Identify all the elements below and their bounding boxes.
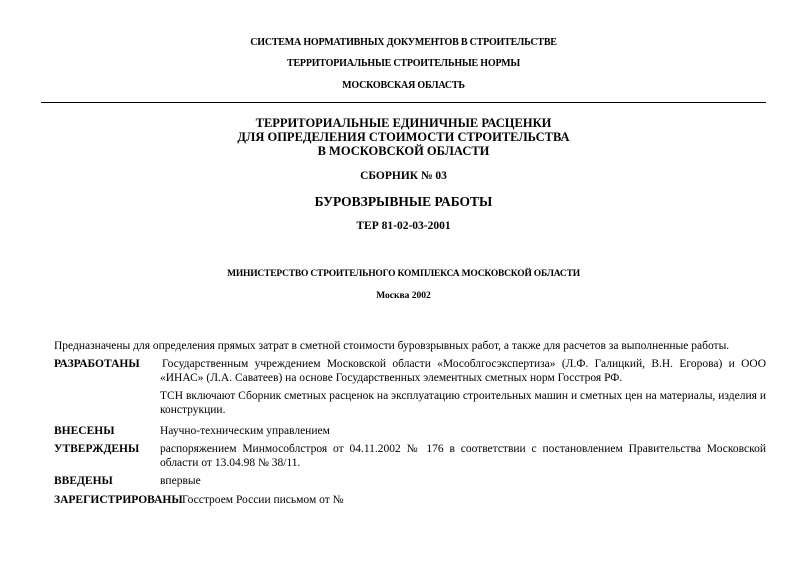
collection-number: СБОРНИК № 03 [360,170,447,182]
title-line-2: ДЛЯ ОПРЕДЕЛЕНИЯ СТОИМОСТИ СТРОИТЕЛЬСТВА [237,130,570,144]
registered-label: ЗАРЕГИСТРИРОВАНЫ [54,494,183,506]
title-line-3: В МОСКОВСКОЙ ОБЛАСТИ [317,144,490,158]
header-region: МОСКОВСКАЯ ОБЛАСТЬ [342,80,465,91]
document-code: ТЕР 81-02-03-2001 [356,220,451,232]
submitted-label: ВНЕСЕНЫ [54,425,115,437]
introduced-text: впервые [160,475,201,487]
place-year: Москва 2002 [376,291,431,301]
introduced-label: ВВЕДЕНЫ [54,475,113,487]
header-norms: ТЕРРИТОРИАЛЬНЫЕ СТРОИТЕЛЬНЫЕ НОРМЫ [286,58,521,69]
title-line-1: ТЕРРИТОРИАЛЬНЫЕ ЕДИНИЧНЫЕ РАСЦЕНКИ [255,116,552,130]
document-title [0,116,807,158]
header-divider [41,102,766,103]
purpose-text: Предназначены для определения прямых затрат в сметной стоимости буровзрывных работ, а также для расчетов за выполненные работы. [54,340,730,352]
approved-text: распоряжением Минмособлстроя от 04.11.2002 № 176 в соответствии с постановлением Правительства Московской области от 13.04.98 № 38/11. [160,443,766,469]
document-subject: БУРОВЗРЫВНЫЕ РАБОТЫ [314,194,493,209]
developed-note: ТСН включают Сборник сметных расценок на эксплуатацию строительных машин и сметных цен на материалы, изделия и конструкции. [160,390,766,416]
submitted-text: Научно-техническим управлением [160,425,330,437]
ministry-name: МИНИСТЕРСТВО СТРОИТЕЛЬНОГО КОМПЛЕКСА МОСКОВСКОЙ ОБЛАСТИ [227,269,580,279]
registered-text: Госстроем России письмом от № [182,494,344,506]
developed-text: Государственным учреждением Московской области «Мособлгосэкспертиза» (Л.Ф. Галицкий, В.Н. Егорова) и ООО «ИНАС» (Л.А. Саватеев) на основе Государственных элементных сметных норм Госстроя РФ. [160,358,766,384]
approved-label: УТВЕРЖДЕНЫ [54,443,140,455]
header-system: СИСТЕМА НОРМАТИВНЫХ ДОКУМЕНТОВ В СТРОИТЕЛЬСТВЕ [250,37,557,48]
developed-label: РАЗРАБОТАНЫ [54,358,140,370]
